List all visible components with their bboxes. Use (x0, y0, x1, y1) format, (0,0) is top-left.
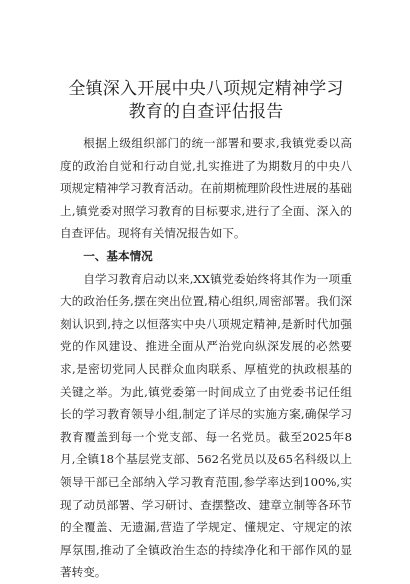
section-heading-basic-situation: 一、基本情况 (83, 248, 153, 263)
section-paragraph-basic-situation: 自学习教育启动以来,XX镇党委始终将其作为一项重大的政治任务,摆在突出位置,精心组织,周密部署。我们深刻认识到,持之以恒落实中央八项规定精神,是新时代加强党的作风建设、推进全面从严治党向纵深发展的必然要求,是密切党同人民群众血肉联系、厚植党的执政根基的关键之举。为此,镇党委第一时间成立了由党委书记任组长的学习教育领导小组,制定了详尽的实施方案,确保学习教育覆盖到每一个党支部、每一名党员。截至2025年8月,全镇18个基层党支部、562名党员以及65名科级以上领导干部已全部纳入学习教育范围,参学率达到100%,实现了动员部署、学习研讨、查摆整改、建章立制等各环节的全覆盖、无遗漏,营造了学规定、懂规定、守规定的浓厚氛围,推动了全镇政治生态的持续净化和干部作风的显著转变。 (60, 271, 352, 580)
intro-paragraph: 根据上级组织部门的统一部署和要求,我镇党委以高度的政治自觉和行动自觉,扎实推进了为期数月的中央八项规定精神学习教育活动。在前期梳理阶段性进展的基础上,镇党委对照学习教育的目标要求,进行了全面、深入的自查评估。现将有关情况报告如下。 (60, 136, 352, 241)
document-title: 全镇深入开展中央八项规定精神学习教育的自查评估报告 (68, 79, 344, 122)
